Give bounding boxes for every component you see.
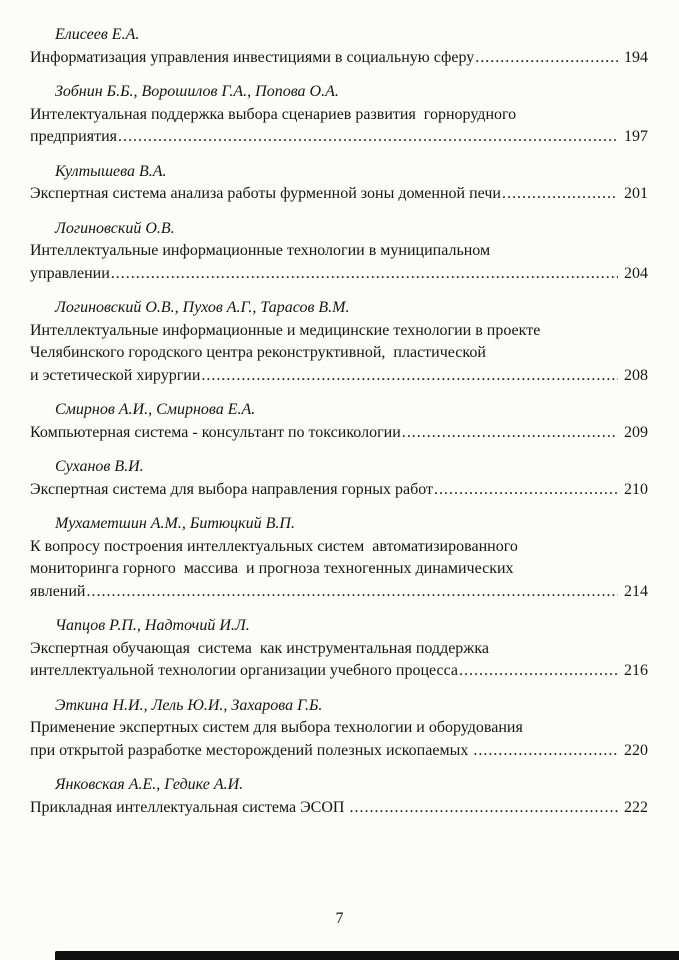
toc-entry <box>30 513 648 603</box>
entry-title-line <box>30 797 648 820</box>
entry-title-text: Компьютерная система - консультант по токсикологии <box>30 423 401 441</box>
dot-leader <box>86 581 618 604</box>
toc-entry <box>30 399 648 444</box>
entry-title-line <box>30 581 648 604</box>
entry-title-line <box>30 558 648 581</box>
entry-title-text: Информатизация управления инвестициями в социальную сферу <box>30 48 475 66</box>
entry-title-text: Интеллектуальные информационные технологии в муниципальном <box>30 242 491 259</box>
entry-title-line <box>30 660 648 683</box>
dot-leader <box>502 183 618 206</box>
entry-title-line <box>30 365 648 388</box>
entry-authors: Смирнов А.И., Смирнова Е.А. <box>55 401 256 418</box>
entry-authors: Суханов В.И. <box>55 458 144 475</box>
entry-title-text: управлении <box>30 264 110 282</box>
entry-title-line <box>30 638 648 661</box>
toc-entry <box>30 161 648 206</box>
dot-leader <box>118 126 618 149</box>
toc-entry <box>30 81 648 149</box>
entry-title-text: Челябинского городского центра реконструктивной, пластической <box>30 344 486 361</box>
entry-page-number: 210 <box>624 480 648 498</box>
entry-page-number: 220 <box>624 741 648 759</box>
entry-page-number: 194 <box>624 48 648 66</box>
toc-entry <box>30 24 648 69</box>
entry-title-text: явлений <box>30 582 86 600</box>
dot-leader <box>111 263 618 286</box>
entry-title-line <box>30 47 648 70</box>
dot-leader <box>201 365 618 388</box>
toc-entry <box>30 695 648 763</box>
entry-title-line <box>30 422 648 445</box>
entry-page-number: 216 <box>624 662 648 679</box>
entry-authors: Зобнин Б.Б., Ворошилов Г.А., Попова О.А. <box>55 83 339 100</box>
entry-title-line <box>30 240 648 263</box>
entry-title-text: Прикладная интеллектуальная система ЭСОП <box>30 798 349 816</box>
entry-page-number: 204 <box>624 264 648 282</box>
entry-title-line <box>30 479 648 502</box>
entry-title-text: мониторинга горного массива и прогноза техногенных динамических <box>30 560 514 577</box>
entry-title-text: при открытой разработке месторождений полезных ископаемых <box>30 741 473 759</box>
entry-title-text: Применение экспертных систем для выбора технологии и оборудования <box>30 719 523 736</box>
entry-title-line <box>30 126 648 149</box>
entry-page-number: 208 <box>624 366 648 384</box>
entry-authors: Эткина Н.И., Лель Ю.И., Захарова Г.Б. <box>55 696 323 714</box>
entry-page-number: 222 <box>624 798 648 816</box>
toc-entry <box>30 297 648 387</box>
entry-title-line <box>30 320 648 343</box>
entry-title-line <box>30 536 648 559</box>
entry-title-line <box>30 740 648 763</box>
entry-title-text: Экспертная система для выбора направления горных работ <box>30 480 434 498</box>
page-number-footer: 7 <box>335 909 344 927</box>
entry-title-line <box>30 263 648 286</box>
entry-page-number: 197 <box>624 128 648 145</box>
toc-entry <box>30 774 648 819</box>
entry-page-number: 209 <box>624 423 648 441</box>
entry-title-text: Экспертная система анализа работы фурменной зоны доменной печи <box>30 185 501 202</box>
entry-title-line <box>30 342 648 365</box>
entry-title-text: Экспертная обучающая система как инструментальная поддержка <box>30 639 489 657</box>
dot-leader <box>349 797 618 820</box>
entry-authors: Култышева В.А. <box>55 162 167 180</box>
entry-authors: Мухаметшин А.М., Битюцкий В.П. <box>55 515 295 532</box>
dot-leader <box>459 660 618 683</box>
entry-page-number: 214 <box>624 582 648 600</box>
entry-title-text: и эстетической хирургии <box>30 366 201 384</box>
entry-authors: Янковская А.Е., Гедике А.И. <box>55 776 244 793</box>
toc-entry <box>30 456 648 501</box>
entry-authors: Чапцов Р.П., Надточий И.Л. <box>55 617 250 634</box>
toc-entry <box>30 218 648 286</box>
dot-leader <box>473 740 618 763</box>
entry-title-line <box>30 104 648 127</box>
entry-page-number: 201 <box>624 185 648 202</box>
entry-authors: Логиновский О.В., Пухов А.Г., Тарасов В.М. <box>55 299 350 316</box>
dot-leader <box>402 422 618 445</box>
dot-leader <box>475 47 618 70</box>
scan-edge-artifact <box>55 951 679 960</box>
entry-title-line <box>30 717 648 740</box>
entry-title-line <box>30 183 648 206</box>
entry-title-text: предприятия <box>30 128 117 145</box>
entry-title-text: Интелектуальная поддержка выбора сценариев развития горнорудного <box>30 105 517 123</box>
entry-title-text: интеллектуальной технологии организации учебного процесса <box>30 662 459 679</box>
entry-title-text: Интеллектуальные информационные и медицинские технологии в проекте <box>30 321 541 339</box>
entry-authors: Логиновский О.В. <box>55 219 175 237</box>
entry-authors: Елисеев Е.А. <box>55 26 140 43</box>
dot-leader <box>434 479 618 502</box>
toc-entry <box>30 615 648 683</box>
entry-title-text: К вопросу построения интеллектуальных систем автоматизированного <box>30 537 518 555</box>
